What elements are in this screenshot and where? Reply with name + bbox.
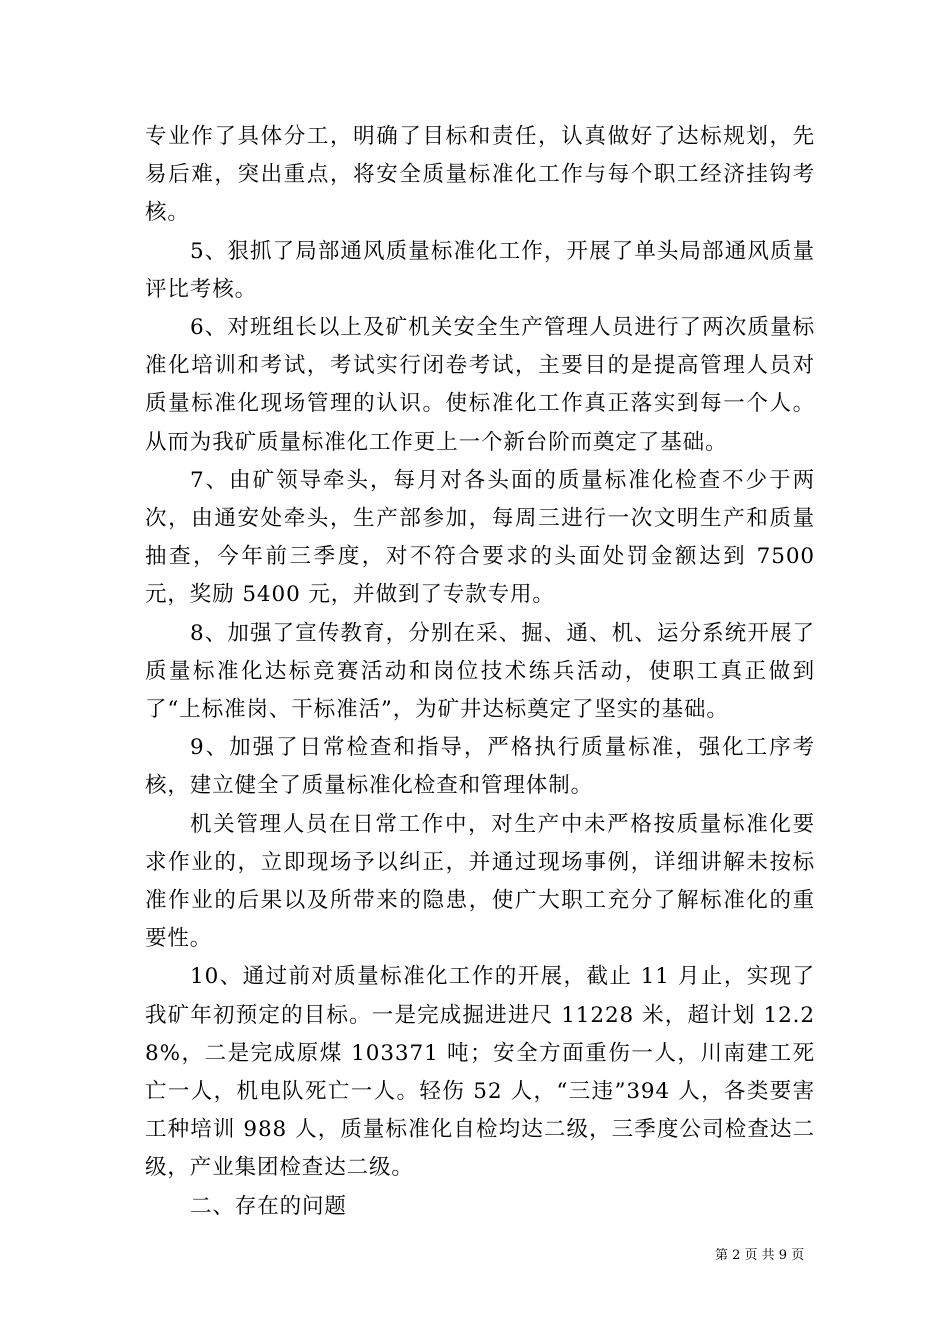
paragraph-item-6: 6、对班组长以上及矿机关安全生产管理人员进行了两次质量标准化培训和考试，考试实行闭卷考试，主要目的是提高管理人员对质量标准化现场管理的认识。使标准化工作真正落实到每一个人。从而为我矿质量标准化工作更上一个新台阶而奠定了基础。: [145, 315, 815, 455]
paragraph-continuation: 专业作了具体分工，明确了目标和责任，认真做好了达标规划，先易后难，突出重点，将安全质量标准化工作与每个职工经济挂钩考核。: [145, 124, 815, 226]
page-number-footer: 第 2 页 共 9 页: [715, 1248, 805, 1263]
paragraph-item-10: 10、通过前对质量标准化工作的开展，截止 11 月止，实现了我矿年初预定的目标。一是完成掘进进尺 11228 米，超计划 12.28%，二是完成原煤 103371 吨；安全方面重伤一人，川南建工死亡一人，机电队死亡一人。轻伤 52 人，“三违”394 人，各类要害工种培训 988 人，质量标准化自检均达二级，三季度公司检查达二级，产业集团检查达二级。: [145, 964, 815, 1181]
paragraph-item-9: 9、加强了日常检查和指导，严格执行质量标准，强化工序考核，建立健全了质量标准化检查和管理体制。: [145, 735, 815, 799]
paragraph-management-staff: 机关管理人员在日常工作中，对生产中未严格按质量标准化要求作业的，立即现场予以纠正，并通过现场事例，详细讲解未按标准作业的后果以及所带来的隐患，使广大职工充分了解标准化的重要性。: [145, 811, 815, 952]
section-heading-problems: 二、存在的问题: [190, 1193, 347, 1219]
paragraph-item-8: 8、加强了宣传教育，分别在采、掘、通、机、运分系统开展了质量标准化达标竞赛活动和岗位技术练兵活动，使职工真正做到了“上标准岗、干标准活”，为矿井达标奠定了坚实的基础。: [145, 620, 815, 723]
paragraph-item-5: 5、狠抓了局部通风质量标准化工作，开展了单头局部通风质量评比考核。: [145, 238, 815, 302]
document-body: [145, 118, 815, 1226]
paragraph-item-7: 7、由矿领导牵头，每月对各头面的质量标准化检查不少于两次，由通安处牵头，生产部参加，每周三进行一次文明生产和质量抽查，今年前三季度，对不符合要求的头面处罚金额达到 7500 元，奖励 5400 元，并做到了专款专用。: [145, 467, 815, 608]
